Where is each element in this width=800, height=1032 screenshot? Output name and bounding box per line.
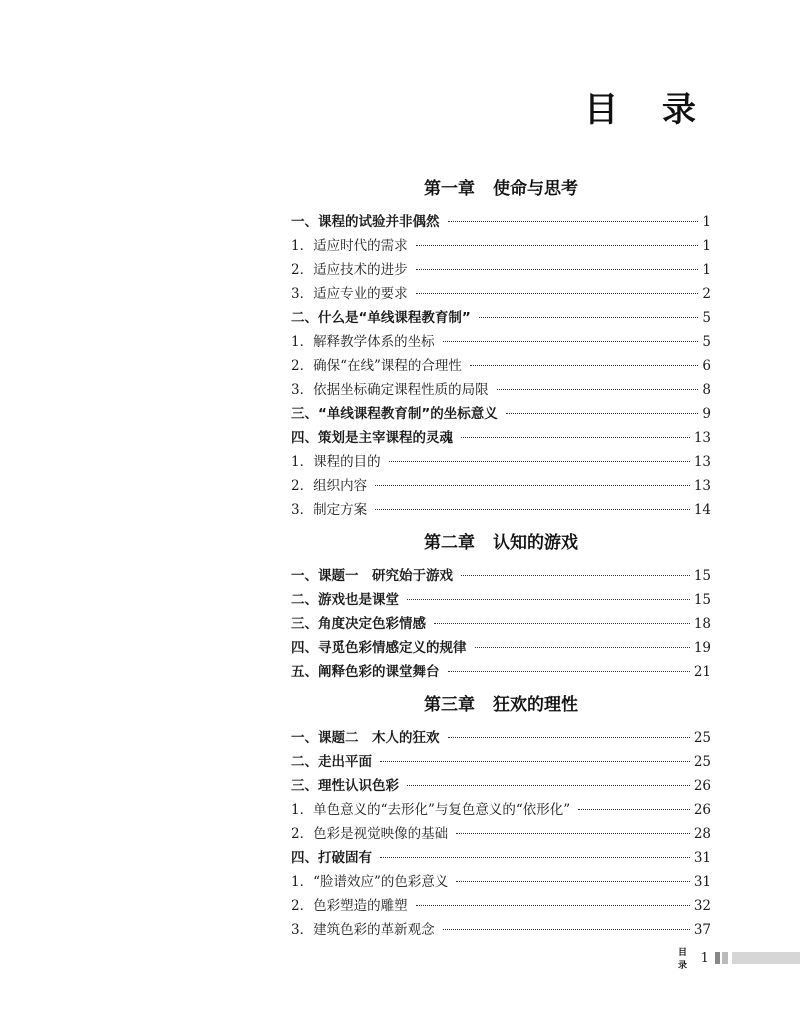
dot-leader bbox=[380, 761, 690, 762]
footer-decor-bar bbox=[715, 952, 721, 964]
toc-entry-label: 四、打破固有 bbox=[291, 850, 372, 866]
toc-entry-page: 9 bbox=[702, 406, 711, 422]
toc-entry[interactable] bbox=[291, 588, 711, 612]
dot-leader bbox=[448, 737, 690, 738]
toc-entry-page: 13 bbox=[693, 454, 711, 470]
toc-entry-label: 3．依据坐标确定课程性质的局限 bbox=[291, 382, 489, 398]
toc-entry-page: 26 bbox=[693, 778, 711, 794]
toc-entry[interactable] bbox=[291, 894, 711, 918]
chapter-heading bbox=[291, 524, 711, 562]
page-title: 目 录 bbox=[584, 90, 712, 130]
chapter-title: 使命与思考 bbox=[493, 179, 578, 199]
footer-decor-bar bbox=[722, 952, 728, 964]
toc-entry[interactable] bbox=[291, 564, 711, 588]
toc-entry-page: 15 bbox=[693, 592, 711, 608]
toc-entry-page: 18 bbox=[693, 616, 711, 632]
toc-entry-page: 14 bbox=[693, 502, 711, 518]
toc-entry-page: 15 bbox=[693, 568, 711, 584]
chapter-title: 狂欢的理性 bbox=[493, 695, 578, 715]
toc-entry[interactable] bbox=[291, 282, 711, 306]
toc-entry[interactable] bbox=[291, 846, 711, 870]
toc-entry-page: 26 bbox=[693, 802, 711, 818]
toc-entry-page: 6 bbox=[702, 358, 711, 374]
dot-leader bbox=[380, 857, 690, 858]
toc-entry-label: 2．组织内容 bbox=[291, 478, 368, 494]
toc-entry-label: 1．“脸谱效应”的色彩意义 bbox=[291, 874, 449, 890]
dot-leader bbox=[497, 389, 699, 390]
toc-entry[interactable] bbox=[291, 798, 711, 822]
toc-entry-page: 1 bbox=[702, 214, 711, 230]
dot-leader bbox=[448, 221, 699, 222]
chapter-title: 认知的游戏 bbox=[493, 533, 578, 553]
toc-entry[interactable] bbox=[291, 210, 711, 234]
toc-entry-page: 37 bbox=[693, 922, 711, 938]
toc-entry-label: 三、角度决定色彩情感 bbox=[291, 616, 426, 632]
toc-entry[interactable] bbox=[291, 402, 711, 426]
toc-entry-page: 1 bbox=[702, 238, 711, 254]
dot-leader bbox=[456, 881, 689, 882]
toc-entry[interactable] bbox=[291, 750, 711, 774]
toc-entry-page: 21 bbox=[693, 664, 711, 680]
toc-entry[interactable] bbox=[291, 450, 711, 474]
toc-entry[interactable] bbox=[291, 612, 711, 636]
toc-entry[interactable] bbox=[291, 822, 711, 846]
toc-entry-page: 25 bbox=[693, 730, 711, 746]
toc-entry-label: 2．色彩是视觉映像的基础 bbox=[291, 826, 449, 842]
dot-leader bbox=[506, 413, 699, 414]
toc-entry-label: 二、什么是“单线课程教育制” bbox=[291, 310, 471, 326]
toc-entry[interactable] bbox=[291, 378, 711, 402]
toc-entry[interactable] bbox=[291, 918, 711, 942]
dot-leader bbox=[389, 461, 690, 462]
toc-entry-page: 19 bbox=[693, 640, 711, 656]
toc-entry-label: 1．单色意义的“去形化”与复色意义的“依形化” bbox=[291, 802, 571, 818]
toc-entry-label: 三、理性认识色彩 bbox=[291, 778, 399, 794]
toc-entry-label: 四、寻觅色彩情感定义的规律 bbox=[291, 640, 467, 656]
dot-leader bbox=[375, 509, 690, 510]
chapter-heading bbox=[291, 686, 711, 724]
dot-leader bbox=[416, 293, 699, 294]
toc-entry-label: 一、课题一 研究始于游戏 bbox=[291, 568, 453, 584]
toc-entry-page: 13 bbox=[693, 430, 711, 446]
dot-leader bbox=[475, 647, 690, 648]
dot-leader bbox=[416, 245, 699, 246]
toc-entry[interactable] bbox=[291, 774, 711, 798]
toc-entry-label: 1．适应时代的需求 bbox=[291, 238, 408, 254]
toc-entry-page: 8 bbox=[702, 382, 711, 398]
toc-entry-page: 32 bbox=[693, 898, 711, 914]
dot-leader bbox=[578, 809, 690, 810]
toc-entry-page: 5 bbox=[702, 310, 711, 326]
toc-entry[interactable] bbox=[291, 498, 711, 522]
toc-entry-page: 13 bbox=[693, 478, 711, 494]
chapter-number: 第二章 bbox=[424, 533, 475, 553]
toc-entry-label: 二、游戏也是课堂 bbox=[291, 592, 399, 608]
dot-leader bbox=[443, 929, 690, 930]
toc-entry[interactable] bbox=[291, 636, 711, 660]
chapter-number: 第三章 bbox=[424, 695, 475, 715]
toc-entry-page: 5 bbox=[702, 334, 711, 350]
dot-leader bbox=[479, 317, 699, 318]
toc-entry-label: 四、策划是主宰课程的灵魂 bbox=[291, 430, 453, 446]
chapter-heading bbox=[291, 170, 711, 208]
table-of-contents bbox=[291, 168, 711, 942]
chapter-number: 第一章 bbox=[424, 179, 475, 199]
footer-page-number: 1 bbox=[700, 950, 709, 966]
toc-entry[interactable] bbox=[291, 426, 711, 450]
toc-entry-label: 2．适应技术的进步 bbox=[291, 262, 408, 278]
toc-entry-label: 3．制定方案 bbox=[291, 502, 368, 518]
toc-entry-page: 31 bbox=[693, 874, 711, 890]
dot-leader bbox=[434, 623, 690, 624]
dot-leader bbox=[375, 485, 690, 486]
toc-entry[interactable] bbox=[291, 330, 711, 354]
toc-entry-label: 一、课程的试验并非偶然 bbox=[291, 214, 440, 230]
toc-entry[interactable] bbox=[291, 660, 711, 684]
toc-entry[interactable] bbox=[291, 234, 711, 258]
toc-entry[interactable] bbox=[291, 474, 711, 498]
toc-entry-page: 1 bbox=[702, 262, 711, 278]
dot-leader bbox=[407, 599, 690, 600]
toc-entry[interactable] bbox=[291, 726, 711, 750]
page-footer bbox=[678, 948, 800, 971]
toc-entry-label: 1．解释教学体系的坐标 bbox=[291, 334, 435, 350]
dot-leader bbox=[470, 365, 699, 366]
dot-leader bbox=[461, 575, 690, 576]
toc-entry-label: 3．建筑色彩的革新观念 bbox=[291, 922, 435, 938]
toc-entry[interactable] bbox=[291, 258, 711, 282]
toc-entry[interactable] bbox=[291, 870, 711, 894]
footer-label: 目录 bbox=[678, 948, 688, 971]
dot-leader bbox=[416, 905, 690, 906]
dot-leader bbox=[461, 437, 690, 438]
toc-entry-label: 三、“单线课程教育制”的坐标意义 bbox=[291, 406, 498, 422]
dot-leader bbox=[407, 785, 690, 786]
toc-entry-label: 二、走出平面 bbox=[291, 754, 372, 770]
footer-decor-bar bbox=[732, 952, 800, 964]
dot-leader bbox=[416, 269, 699, 270]
toc-entry[interactable] bbox=[291, 354, 711, 378]
toc-entry-label: 3．适应专业的要求 bbox=[291, 286, 408, 302]
toc-entry-label: 2．确保“在线”课程的合理性 bbox=[291, 358, 462, 374]
toc-entry-page: 2 bbox=[702, 286, 711, 302]
toc-entry-label: 一、课题二 木人的狂欢 bbox=[291, 730, 440, 746]
toc-entry[interactable] bbox=[291, 306, 711, 330]
dot-leader bbox=[456, 833, 690, 834]
toc-entry-label: 2．色彩塑造的雕塑 bbox=[291, 898, 408, 914]
dot-leader bbox=[448, 671, 690, 672]
toc-entry-page: 31 bbox=[693, 850, 711, 866]
toc-entry-page: 28 bbox=[693, 826, 711, 842]
toc-entry-label: 五、阐释色彩的课堂舞台 bbox=[291, 664, 440, 680]
toc-entry-page: 25 bbox=[693, 754, 711, 770]
toc-entry-label: 1．课程的目的 bbox=[291, 454, 381, 470]
dot-leader bbox=[443, 341, 699, 342]
